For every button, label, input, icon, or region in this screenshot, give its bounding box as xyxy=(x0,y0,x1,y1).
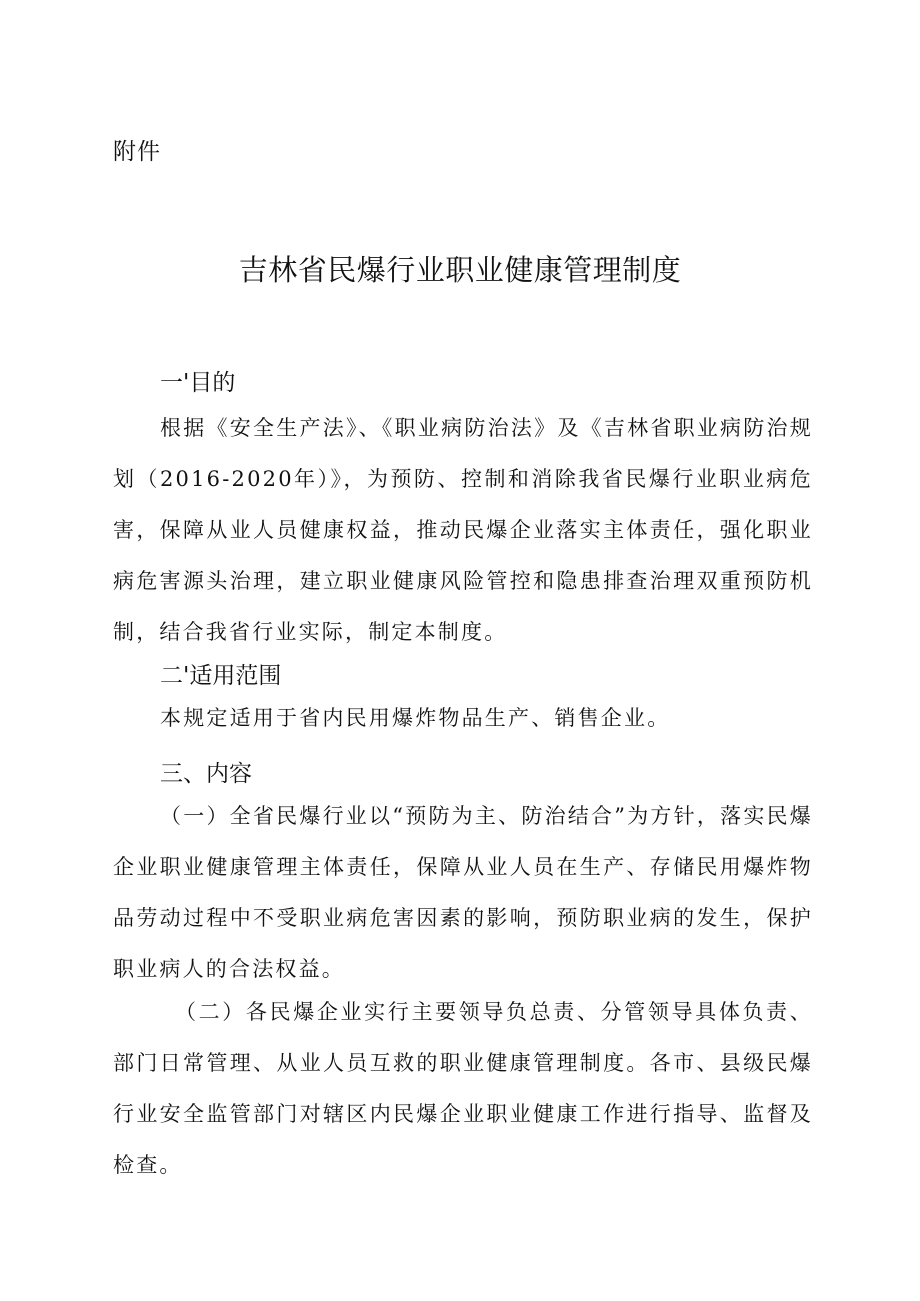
section-heading-scope: 二'适用范围 xyxy=(160,663,282,689)
paragraph-content-1: （一）全省民爆行业以“预防为主、防治结合”为方针，落实民爆企业职业健康管理主体责任，保障从业人员在生产、存储民用爆炸物品劳动过程中不受职业病危害因素的影响，预防职业病的发生，保护职业病人的合法权益。 xyxy=(113,804,813,981)
attachment-label: 附件 xyxy=(113,139,161,165)
paragraph-purpose: 根据《安全生产法》、《职业病防治法》及《吉林省职业病防治规划（2016-2020年）》，为预防、控制和消除我省民爆行业职业病危害，保障从业人员健康权益，推动民爆企业落实主体责任，强化职业病危害源头治理，建立职业健康风险管控和隐患排查治理双重预防机制，结合我省行业实际，制定本制度。 xyxy=(113,416,813,644)
section-heading-content: 三、内容 xyxy=(160,761,252,787)
document-title: 吉林省民爆行业职业健康管理制度 xyxy=(238,253,682,287)
paragraph-scope: 本规定适用于省内民用爆炸物品生产、销售企业。 xyxy=(160,706,671,730)
section-heading-purpose: 一'目的 xyxy=(160,370,236,396)
paragraph-content-2: （二）各民爆企业实行主要领导负总责、分管领导具体负责、部门日常管理、从业人员互救的职业健康管理制度。各市、县级民爆行业安全监管部门对辖区内民爆企业职业健康工作进行指导、监督及检查。 xyxy=(113,1000,813,1177)
